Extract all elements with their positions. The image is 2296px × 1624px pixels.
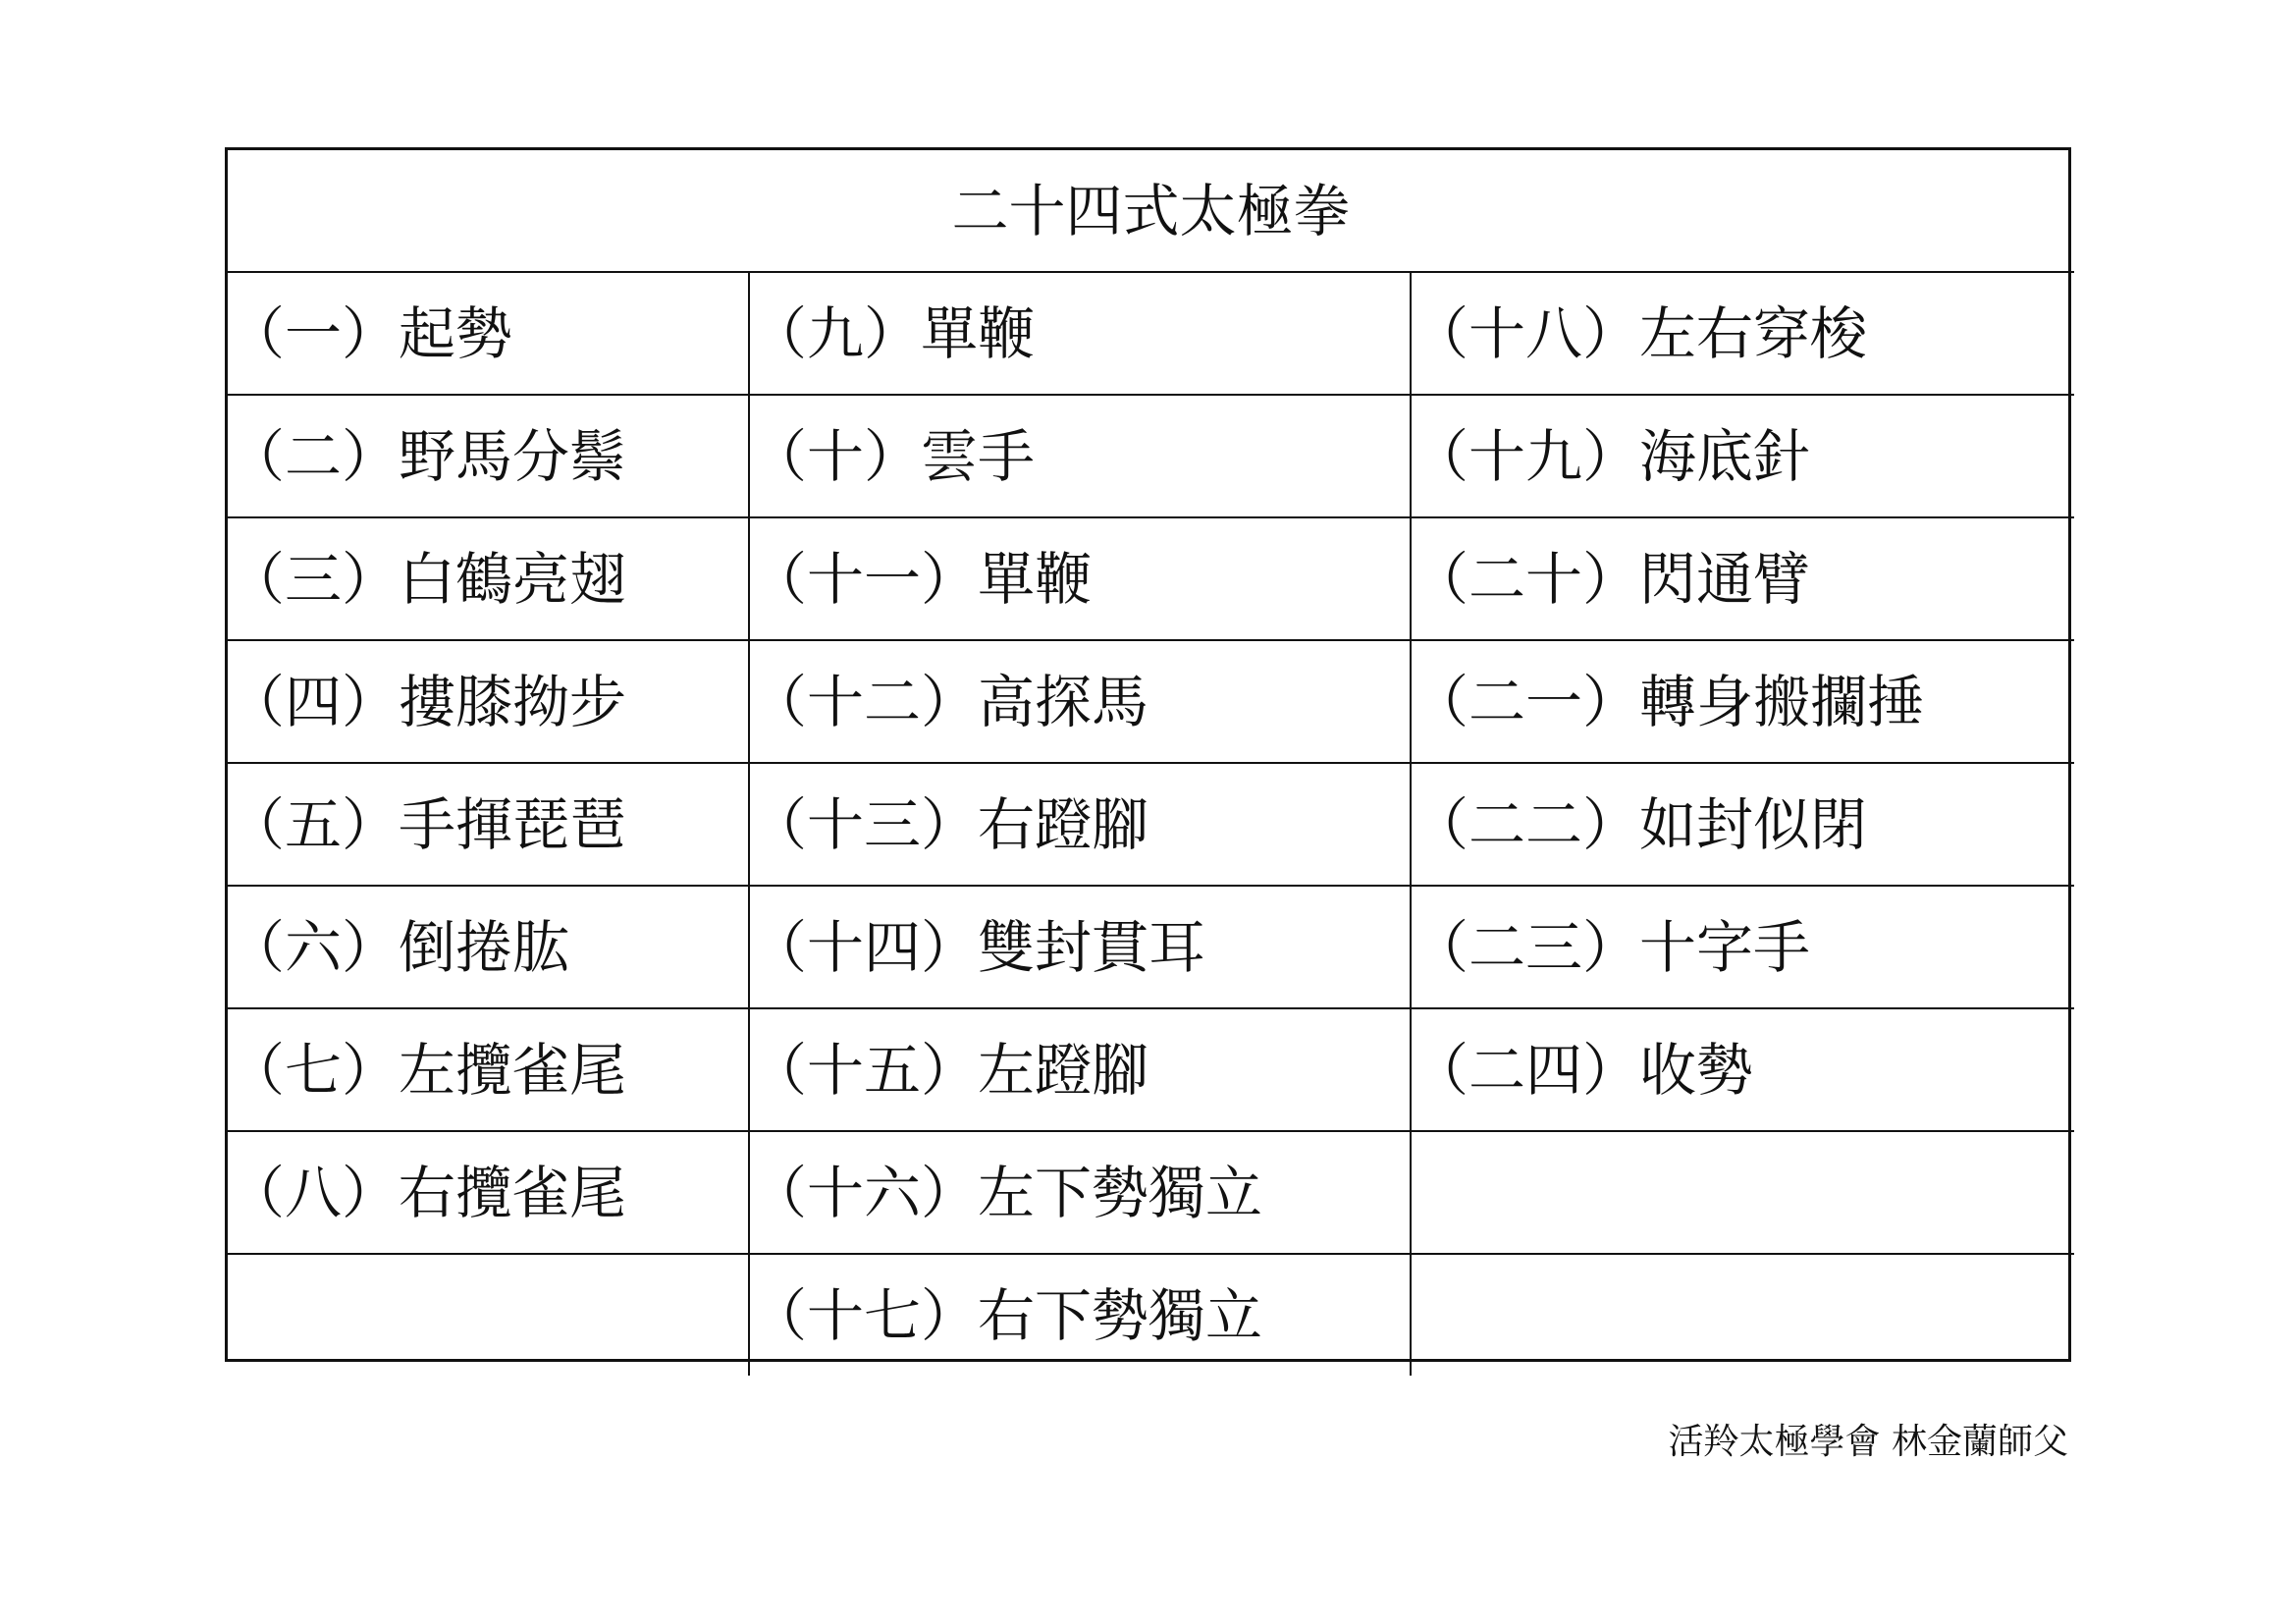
form-cell (1411, 763, 2074, 886)
table-row (228, 1254, 2074, 1376)
footer-credit: 活羚太極學會 林金蘭師父 (1668, 1422, 2068, 1462)
form-name: 高探馬 (978, 668, 1149, 735)
form-number: （十） (750, 422, 922, 490)
form-number: （二十） (1412, 545, 1640, 613)
form-cell (749, 1131, 1411, 1254)
form-name: 收勢 (1639, 1036, 1754, 1104)
form-number: （二四） (1412, 1036, 1640, 1104)
form-name: 閃通臂 (1639, 545, 1811, 613)
form-cell (228, 517, 749, 640)
form-cell (228, 886, 749, 1008)
form-number: （十八） (1412, 299, 1640, 367)
form-name: 海底針 (1639, 422, 1811, 490)
form-name: 雙封貫耳 (978, 913, 1206, 981)
form-cell (749, 763, 1411, 886)
form-name: 右攬雀尾 (399, 1159, 627, 1226)
forms-table-frame (225, 147, 2071, 1362)
form-name: 雲手 (921, 422, 1036, 490)
form-name: 單鞭 (978, 545, 1093, 613)
form-cell (228, 1008, 749, 1131)
form-number: （二） (228, 422, 400, 490)
empty-cell (1411, 1254, 2074, 1376)
table-title: 二十四式太極拳 (228, 150, 2074, 272)
table-row (228, 395, 2074, 517)
form-number: （十三） (750, 790, 979, 858)
form-name: 左右穿梭 (1639, 299, 1868, 367)
form-cell (749, 1008, 1411, 1131)
table-row (228, 1008, 2074, 1131)
empty-cell (1411, 1131, 2074, 1254)
form-cell (749, 1254, 1411, 1376)
form-number: （四） (228, 668, 400, 735)
form-cell (749, 395, 1411, 517)
form-cell (1411, 886, 2074, 1008)
table-row (228, 763, 2074, 886)
form-number: （十二） (750, 668, 979, 735)
form-name: 右蹬腳 (978, 790, 1149, 858)
form-name: 左攬雀尾 (399, 1036, 627, 1104)
form-cell (1411, 1008, 2074, 1131)
form-number: （二三） (1412, 913, 1640, 981)
form-cell (228, 640, 749, 763)
form-name: 轉身搬攔捶 (1639, 668, 1925, 735)
form-cell (228, 1131, 749, 1254)
forms-table (228, 150, 2074, 1376)
title-row (228, 150, 2074, 272)
form-number: （十一） (750, 545, 979, 613)
form-number: （十六） (750, 1159, 979, 1226)
form-name: 右下勢獨立 (978, 1281, 1263, 1349)
form-name: 摟膝拗步 (399, 668, 627, 735)
form-cell (228, 763, 749, 886)
form-cell (1411, 272, 2074, 395)
form-name: 野馬分鬃 (399, 422, 627, 490)
form-number: （十四） (750, 913, 979, 981)
form-name: 左蹬腳 (978, 1036, 1149, 1104)
form-cell (749, 517, 1411, 640)
form-name: 如封似閉 (1639, 790, 1868, 858)
form-number: （二二） (1412, 790, 1640, 858)
form-name: 單鞭 (921, 299, 1036, 367)
form-number: （十九） (1412, 422, 1640, 490)
form-number: （十五） (750, 1036, 979, 1104)
form-number: （五） (228, 790, 400, 858)
form-number: （八） (228, 1159, 400, 1226)
form-number: （七） (228, 1036, 400, 1104)
form-number: （二一） (1412, 668, 1640, 735)
form-cell (1411, 640, 2074, 763)
empty-cell (228, 1254, 749, 1376)
table-row (228, 886, 2074, 1008)
table-row (228, 517, 2074, 640)
form-name: 手揮琵琶 (399, 790, 627, 858)
form-cell (1411, 395, 2074, 517)
form-cell (749, 886, 1411, 1008)
form-name: 起勢 (399, 299, 513, 367)
form-cell (228, 395, 749, 517)
form-name: 十字手 (1639, 913, 1811, 981)
form-number: （一） (228, 299, 400, 367)
form-number: （九） (750, 299, 922, 367)
form-name: 白鶴亮翅 (399, 545, 627, 613)
form-number: （三） (228, 545, 400, 613)
form-name: 左下勢獨立 (978, 1159, 1263, 1226)
form-cell (1411, 517, 2074, 640)
form-number: （六） (228, 913, 400, 981)
table-row (228, 1131, 2074, 1254)
form-name: 倒捲肱 (399, 913, 570, 981)
form-cell (749, 640, 1411, 763)
form-number: （十七） (750, 1281, 979, 1349)
form-cell (228, 272, 749, 395)
table-row (228, 640, 2074, 763)
table-row (228, 272, 2074, 395)
form-cell (749, 272, 1411, 395)
